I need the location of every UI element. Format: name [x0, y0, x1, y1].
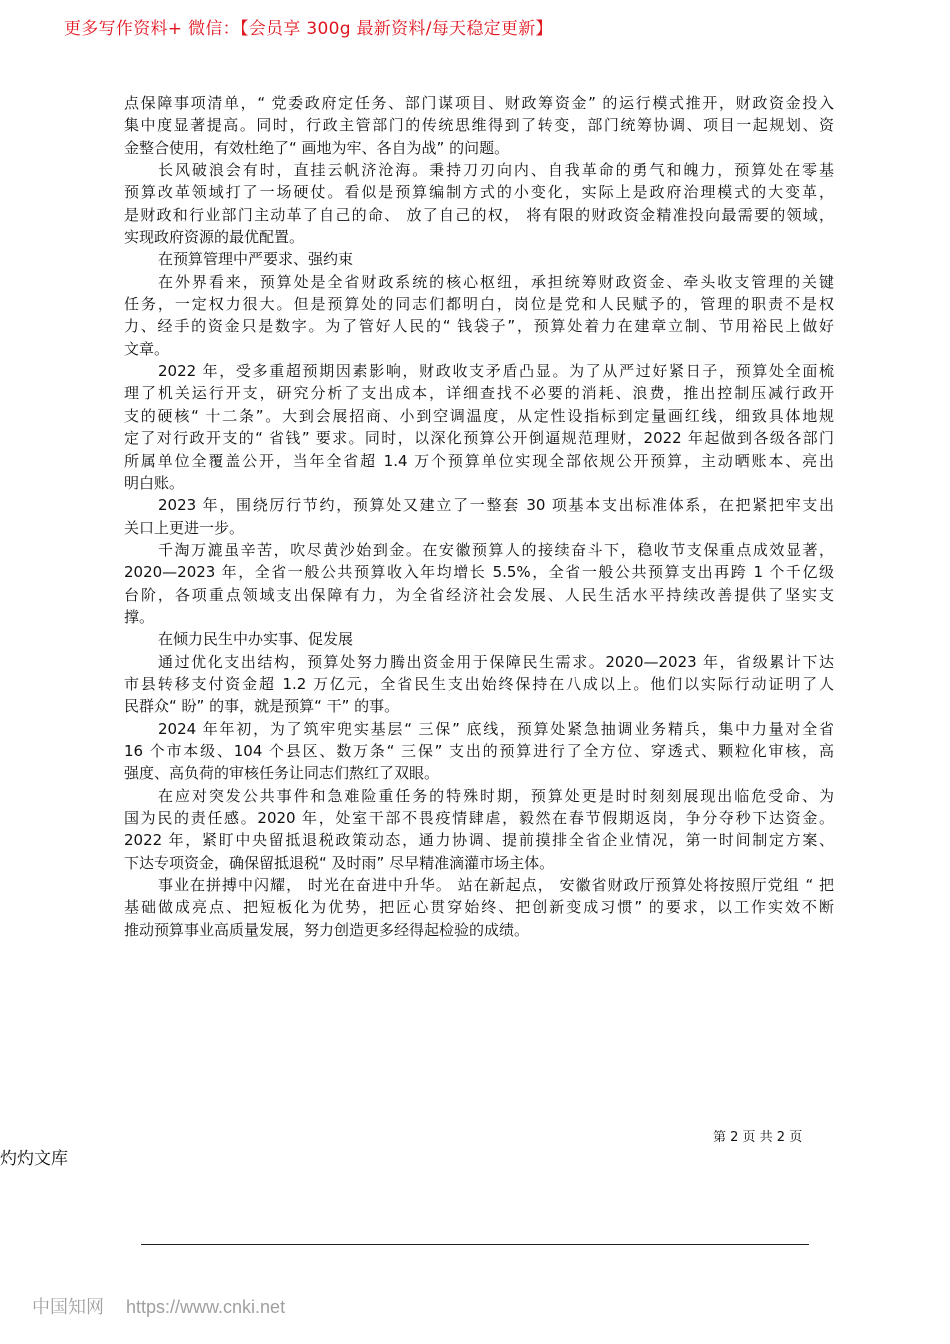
library-name: 灼灼文库: [0, 1149, 68, 1169]
text-line: 台阶，各项重点领域支出保障有力，为全省经济社会发展、人民生活水平持续改善提供了坚实支: [124, 585, 834, 604]
text-line: 2020—2023 年，全省一般公共预算收入年均增长 5.5%，全省一般公共预算支出再跨 1 个千亿级: [124, 563, 834, 582]
paragraph: [124, 92, 834, 159]
text-line: 在应对突发公共事件和急难险重任务的特殊时期，预算处更是时时刻刻展现出临危受命、为: [158, 786, 834, 805]
paragraph: [124, 360, 834, 494]
text-line: 定了对行政开支的“ 省钱” 要求。同时，以深化预算公开倒逼规范理财，2022 年起做到各级各部门: [124, 429, 834, 448]
text-line: 国为民的责任感。2020 年，处室干部不畏疫情肆虐，毅然在春节假期返岗，争分夺秒下达资金。: [124, 809, 834, 827]
text-line: 民群众“ 盼” 的事，就是预算“ 干” 的事。: [124, 697, 400, 716]
paragraph: [124, 874, 834, 941]
text-line: 推动预算事业高质量发展，努力创造更多经得起检验的成绩。: [124, 920, 530, 939]
cnki-watermark: [32, 1293, 285, 1319]
text-line: 点保障事项清单，“ 党委政府定任务、部门谋项目、财政筹资金” 的运行模式推开，财政资金投入: [124, 94, 834, 112]
paragraph: [124, 271, 834, 360]
text-line: 2022 年，受多重超预期因素影响，财政收支矛盾凸显。为了从严过好紧日子，预算处全面梳: [158, 362, 834, 381]
text-line: 长风破浪会有时，直挂云帆济沧海。秉持刀刃向内、自我革命的勇气和魄力，预算处在零基: [158, 161, 834, 180]
text-line: 在倾力民生中办实事、促发展: [158, 630, 354, 649]
paragraph: [124, 539, 834, 628]
section-heading: [124, 628, 834, 650]
text-line: 明白账。: [124, 473, 185, 492]
paragraph: [124, 718, 834, 785]
text-line: 预算改革领域打了一场硬仗。看似是预算编制方式的小变化，实际上是政府治理模式的大变革，: [124, 183, 834, 202]
text-line: 千淘万漉虽辛苦，吹尽黄沙始到金。在安徽预算人的接续奋斗下，稳收节支保重点成效显著，: [158, 540, 834, 559]
section-heading: [124, 248, 834, 270]
article-body: [124, 92, 834, 941]
text-line: 16 个市本级、104 个县区、数万条“ 三保” 支出的预算进行了全方位、穿透式、颗粒化审核，高: [124, 741, 834, 760]
text-line: 市县转移支付资金超 1.2 万亿元，全省民生支出始终保持在八成以上。他们以实际行动证明了人: [124, 674, 834, 693]
paragraph: [124, 785, 834, 874]
text-line: 通过优化支出结构，预算处努力腾出资金用于保障民生需求。2020—2023 年，省级累计下达: [158, 652, 834, 671]
text-line: 所属单位全覆盖公开，当年全省超 1.4 万个预算单位实现全部依规公开预算，主动晒账本、亮出: [124, 451, 834, 470]
paragraph: [124, 159, 834, 248]
text-line: 理了机关运行开支，研究分析了支出成本，详细查找不必要的消耗、浪费，推出控制压减行政开: [124, 384, 834, 403]
text-line: 是财政和行业部门主动革了自己的命、 放了自己的权， 将有限的财政资金精准投向最需要的领域，: [124, 205, 834, 224]
text-line: 集中度显著提高。同时，行政主管部门的传统思维得到了转变，部门统筹协调、项目一起规划、资: [124, 116, 834, 135]
text-line: 在预算管理中严要求、强约束: [158, 250, 354, 269]
footer-divider: [141, 1244, 809, 1245]
promo-banner: 更多写作资料+ 微信：【会员享 300g 最新资料/每天稳定更新】: [64, 19, 553, 39]
text-line: 在外界看来，预算处是全省财政系统的核心枢纽，承担统筹财政资金、牵头收支管理的关键: [158, 272, 834, 291]
text-line: 2022 年，紧盯中央留抵退税政策动态，通力协调、提前摸排全省企业情况，第一时间制定方案、: [124, 831, 834, 850]
text-line: 基础做成亮点、把短板化为优势，把匠心贯穿始终、把创新变成习惯” 的要求，以工作实效不断: [124, 898, 834, 917]
text-line: 事业在拼搏中闪耀， 时光在奋进中升华。 站在新起点， 安徽省财政厅预算处将按照厅党组 “ 把: [158, 876, 834, 895]
cnki-name: 中国知网: [32, 1297, 104, 1318]
text-line: 下达专项资金，确保留抵退税“ 及时雨” 尽早精准滴灌市场主体。: [124, 853, 555, 872]
text-line: 撑。: [124, 607, 155, 626]
paragraph: [124, 651, 834, 718]
text-line: 2023 年，围绕厉行节约，预算处又建立了一整套 30 项基本支出标准体系，在把紧把牢支出: [158, 496, 834, 515]
cnki-url: https://www.cnki.net: [126, 1297, 286, 1317]
page-number: 第 2 页 共 2 页: [713, 1130, 803, 1145]
text-line: 支的硬核“ 十二条”。大到会展招商、小到空调温度，从定性设指标到定量画红线，细致具体地规: [124, 406, 834, 425]
paragraph: [124, 494, 834, 539]
text-line: 实现政府资源的最优配置。: [124, 228, 305, 247]
text-line: 关口上更进一步。: [124, 518, 245, 537]
text-line: 2024 年年初，为了筑牢兜实基层“ 三保” 底线，预算处紧急抽调业务精兵，集中力量对全省: [158, 719, 834, 738]
text-line: 文章。: [124, 339, 170, 358]
text-line: 金整合使用，有效杜绝了“ 画地为牢、各自为战” 的问题。: [124, 138, 510, 157]
text-line: 力、经手的资金只是数字。为了管好人民的“ 钱袋子”，预算处着力在建章立制、节用裕民上做好: [124, 317, 834, 336]
text-line: 任务，一定权力很大。但是预算处的同志们都明白，岗位是党和人民赋予的，管理的职责不是权: [124, 295, 834, 314]
text-line: 强度、高负荷的审核任务让同志们熬红了双眼。: [124, 764, 440, 783]
